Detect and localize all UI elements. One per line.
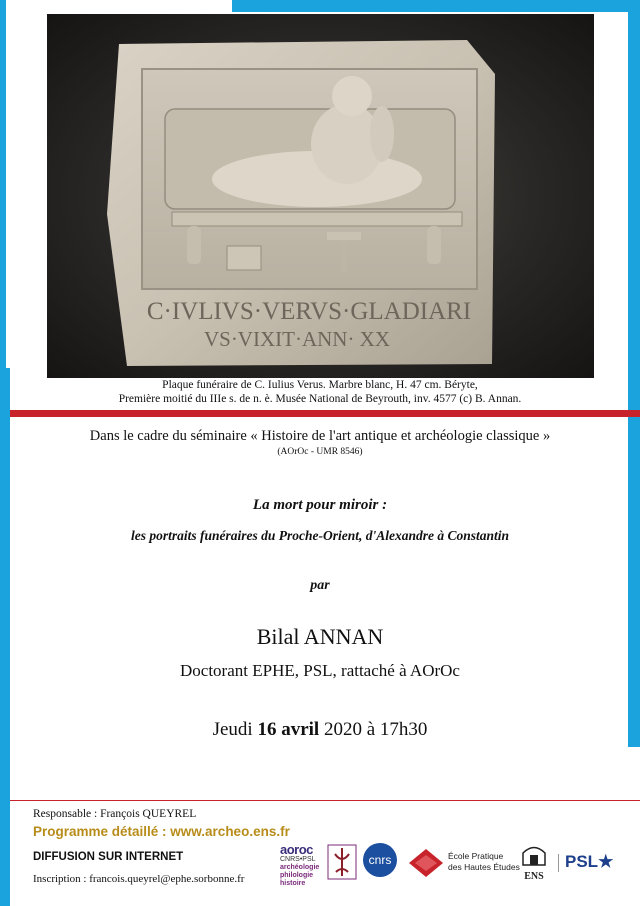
talk-title: La mort pour miroir : xyxy=(252,497,388,513)
frame-accent-top-right xyxy=(232,0,640,12)
ens-logo xyxy=(518,844,550,882)
ephe-emblem-icon xyxy=(408,848,444,878)
aoroc-logo-sub: CNRS•PSL xyxy=(280,856,316,863)
aoroc-logo-l2: philologie xyxy=(280,872,314,879)
funerary-plaque-illustration xyxy=(47,14,594,378)
ephe-logo-line1: École Pratique xyxy=(448,851,504,861)
ens-logo-text: ENS xyxy=(524,871,544,882)
seminar-line: Dans le cadre du séminaire « Histoire de l'art antique et archéologie classique » xyxy=(89,428,551,444)
psl-star-icon: ★ xyxy=(598,852,614,871)
aoroc-logo-l3: histoire xyxy=(280,880,306,887)
diffusion-label: DIFFUSION SUR INTERNET xyxy=(33,851,184,863)
talk-subtitle: les portraits funéraires du Proche-Orient, d'Alexandre à Constantin xyxy=(130,528,510,543)
partner-logos xyxy=(280,838,630,893)
responsable: Responsable : François QUEYREL xyxy=(33,808,197,820)
ephe-logo-line2: des Hautes Études xyxy=(448,862,520,872)
aoroc-logo-l1: archéologie xyxy=(280,864,320,871)
psl-logo-text: PSL xyxy=(565,852,599,871)
footer-divider xyxy=(10,800,640,801)
date-suffix: 2020 à 17h30 xyxy=(319,719,428,740)
red-divider xyxy=(10,410,640,417)
speaker-affiliation: Doctorant EPHE, PSL, rattaché à AOrOc xyxy=(180,661,460,680)
event-date xyxy=(0,719,640,741)
seminar-unit: (AOrOc - UMR 8546) xyxy=(277,447,363,457)
cnrs-logo: cnrs xyxy=(363,843,397,877)
stone-inscription-line1: C·IVLIVS·VERVS·GLADIARI xyxy=(146,298,472,325)
ens-building-icon xyxy=(521,844,547,866)
talk-by: par xyxy=(310,578,330,593)
speaker-name: Bilal ANNAN xyxy=(256,624,384,649)
caption-line1: Plaque funéraire de C. Iulius Verus. Marbre blanc, H. 47 cm. Béryte, xyxy=(162,379,478,391)
frame-accent-top-left xyxy=(0,0,6,368)
date-prefix: Jeudi xyxy=(212,719,258,740)
inscription-email[interactable]: Inscription : francois.queyrel@ephe.sorbonne.fr xyxy=(33,873,245,885)
date-day: 16 avril xyxy=(257,719,320,740)
psl-logo xyxy=(558,852,613,872)
aoroc-logo-main: aoroc xyxy=(280,842,313,857)
aoroc-emblem-icon xyxy=(327,844,357,880)
ephe-logo-text xyxy=(448,851,520,873)
caption-line2: Première moitié du IIIe s. de n. è. Musée National de Beyrouth, inv. 4577 (c) B. Annan. xyxy=(118,393,522,405)
photo-caption xyxy=(0,378,640,406)
psl-separator xyxy=(558,854,559,872)
programme-link[interactable]: Programme détaillé : www.archeo.ens.fr xyxy=(33,824,290,839)
aoroc-logo xyxy=(280,844,326,888)
stone-inscription-line2: VS·VIXIT·ANN· XX xyxy=(203,327,391,351)
funerary-plaque-photo xyxy=(47,14,594,378)
